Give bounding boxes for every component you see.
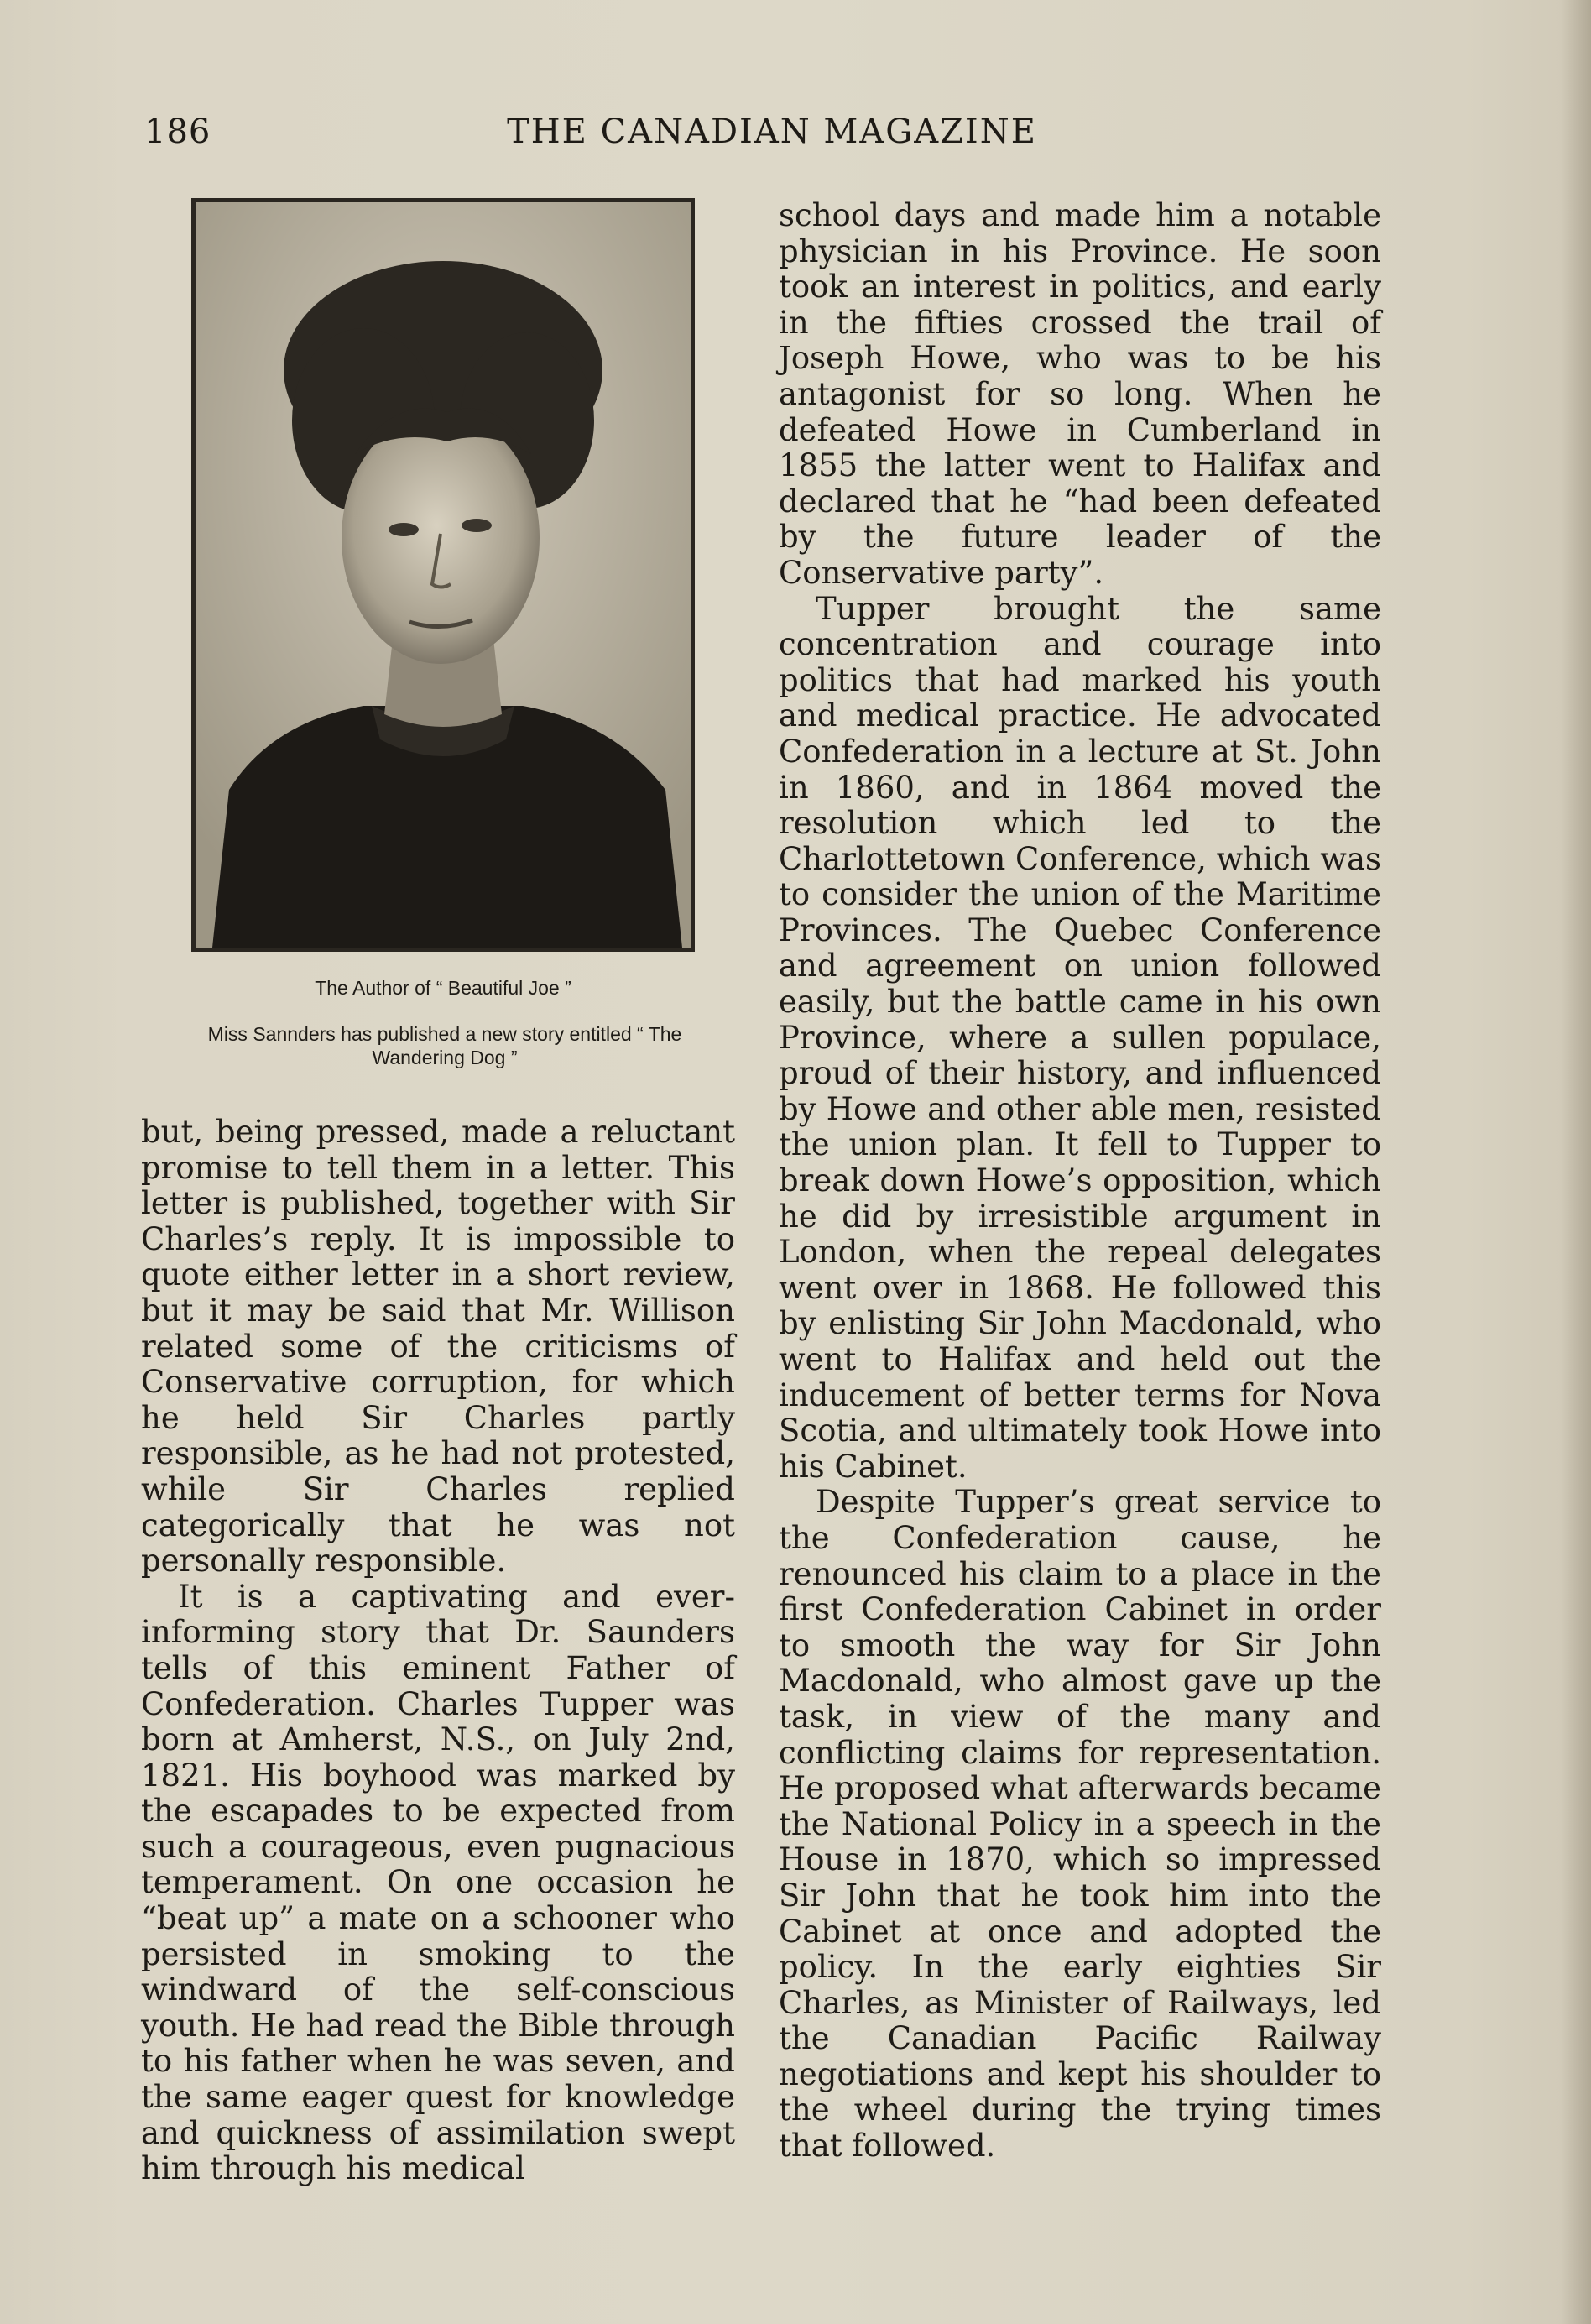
left-column <box>141 1115 735 2187</box>
running-title: THE CANADIAN MAGAZINE <box>507 112 1037 151</box>
right-paragraph-2: Tupper brought the same concentration and courage into politics that had marked his youth and medical practice. He advocated Confederation in a lecture at St. John in 1860, and in 1864 moved the resolution which led to the Charlottetown Conference, which was to consider the union of the Maritime Provinces. The Quebec Conference and agreement on union followed easily, but the battle came in his own Province, where a sullen populace, proud of their history, and influenced by Howe and other able men, resisted the union plan. It fell to Tupper to break down Howe’s opposition, which he did by irresistible argument in London, when the repeal delegates went over in 1868. He followed this by enlisting Sir John Macdonald, who went to Halifax and held out the inducement of better terms for Nova Scotia, and ultimately took Howe into his Cabinet. <box>779 590 1381 1485</box>
page-edge-shadow <box>1561 0 1591 2324</box>
right-paragraph-3: Despite Tupper’s great service to the Confederation cause, he renounced his claim to a place in the first Confederation Cabinet in order to smooth the way for Sir John Macdonald, who almost gave up the task, in view of the many and conflicting claims for representation. He proposed what afterwards became the National Policy in a speech in the House in 1870, which so impressed Sir John that he took him into the Cabinet at once and adopted the policy. In the early eighties Sir Charles, as Minister of Railways, led the Canadian Pacific Railway negotiations and kept his shoulder to the wheel during the trying times that followed. <box>779 1484 1381 2165</box>
portrait-photo-icon <box>196 202 691 948</box>
right-paragraph-1: school days and made him a notable physician in his Province. He soon took an interest in politics, and early in the fifties crossed the trail of Joseph Howe, who was to be his antagonist for so long. When he defeated Howe in Cumberland in 1855 the latter went to Halifax and declared that he “had been defeated by the future leader of the Conservative party”. <box>779 197 1381 591</box>
right-column <box>779 198 1381 2165</box>
photo-caption-note: Miss Sannders has published a new story entitled “ The Wandering Dog ” <box>207 1023 682 1068</box>
left-paragraph-2: It is a captivating and ever-informing story that Dr. Saunders tells of this eminent Father of Confederation. Charles Tupper was born at Amherst, N.S., on July 2nd, 1821. His boyhood was marked by the escapades to be expected from such a courageous, even pugnacious temperament. On one occasion he “beat up” a mate on a schooner who persisted in smoking to the windward of the self-conscious youth. He had read the Bible through to his father when he was seven, and the same eager quest for knowledge and quickness of assimilation swept him through his medical <box>141 1578 735 2187</box>
photo-caption-title: The Author of “ Beautiful Joe ” <box>315 977 571 999</box>
left-paragraph-1: but, being pressed, made a reluctant promise to tell them in a letter. This letter is published, together with Sir Charles’s reply. It is impossible to quote either letter in a short review, but it may be said that Mr. Willison related some of the criticisms of Conservative corruption, for which he held Sir Charles partly responsible, as he had not protested, while Sir Charles replied categorically that he was not personally responsible. <box>141 1114 735 1580</box>
author-portrait <box>191 198 695 952</box>
page-number: 186 <box>144 112 211 151</box>
